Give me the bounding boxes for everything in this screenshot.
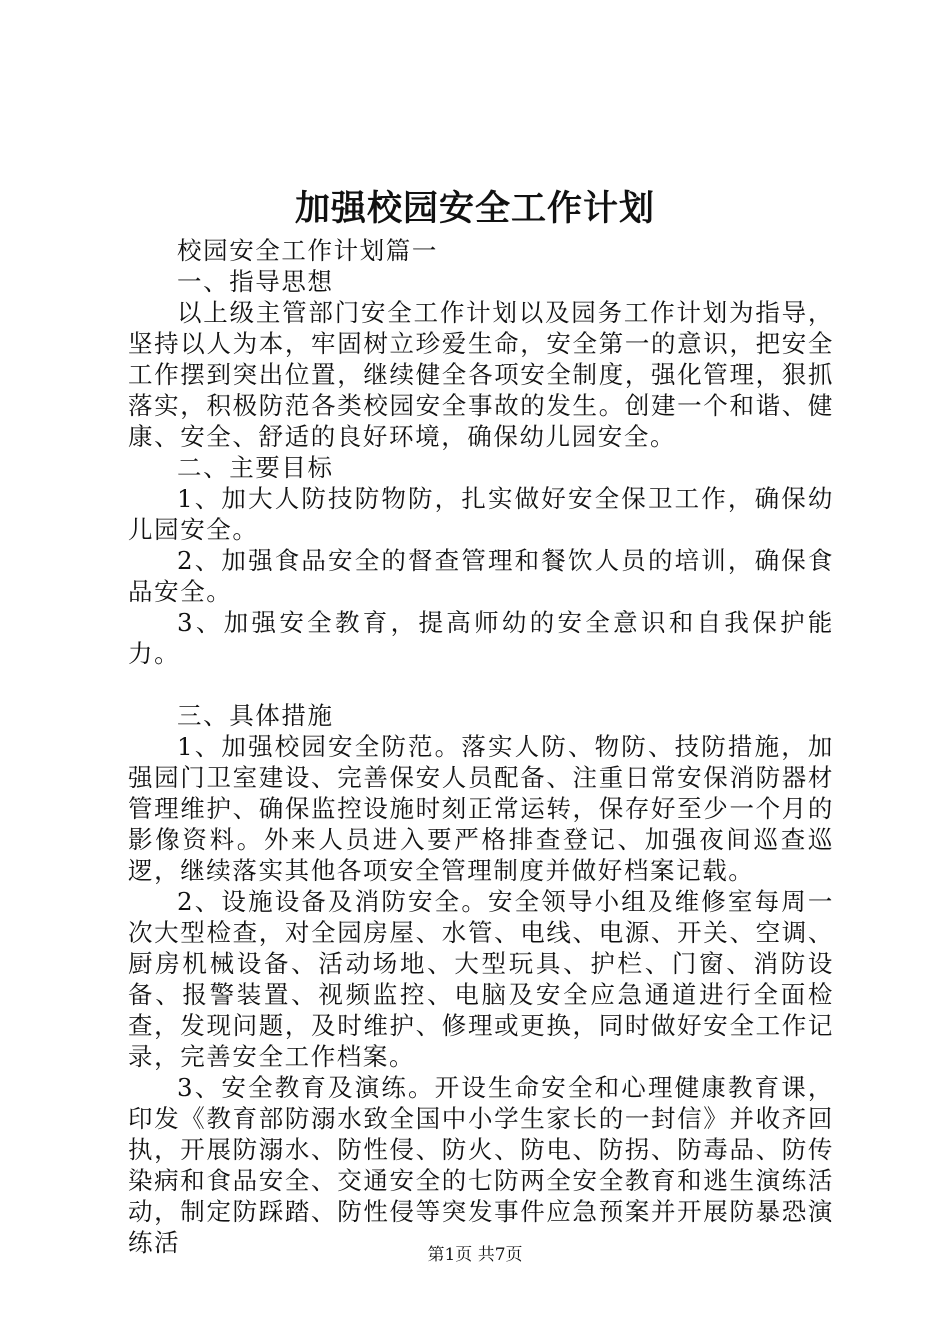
document-title: 加强校园安全工作计划	[294, 188, 655, 229]
document-body	[128, 235, 834, 1258]
section-heading-measures: 三、具体措施	[177, 701, 334, 730]
paragraph-measure-3: 3、安全教育及演练。开设生命安全和心理健康教育课，印发《教育部防溺水致全国中小学生家长的一封信》并收齐回执，开展防溺水、防性侵、防火、防电、防拐、防毒品、防传染病和食品安全、交通安全的七防两全安全教育和逃生演练活动，制定防踩踏、防性侵等突发事件应急预案并开展防暴恐演练活	[128, 1073, 834, 1257]
paragraph-measure-1: 1、加强校园安全防范。落实人防、物防、技防措施，加强园门卫室建设、完善保安人员配备、注重日常安保消防器材管理维护、确保监控设施时刻正常运转，保存好至少一个月的影像资料。外来人员进入要严格排查登记、加强夜间巡查巡逻，继续落实其他各项安全管理制度并做好档案记载。	[128, 732, 834, 885]
paragraph-measure-2: 2、设施设备及消防安全。安全领导小组及维修室每周一次大型检查，对全园房屋、水管、电线、电源、开关、空调、厨房机械设备、活动场地、大型玩具、护栏、门窗、消防设备、报警装置、视频监控、电脑及安全应急通道进行全面检查，发现问题，及时维护、修理或更换，同时做好安全工作记录，完善安全工作档案。	[128, 887, 834, 1071]
paragraph-guiding-ideology: 以上级主管部门安全工作计划以及园务工作计划为指导，坚持以人为本，牢固树立珍爱生命，安全第一的意识，把安全工作摆到突出位置，继续健全各项安全制度，强化管理，狠抓落实，积极防范各类校园安全事故的发生。创建一个和谐、健康、安全、舒适的良好环境，确保幼儿园安全。	[128, 298, 834, 451]
section-heading-main-goals: 二、主要目标	[177, 453, 334, 482]
page-number: 第1页 共7页	[427, 1245, 523, 1265]
section-heading-part-one: 校园安全工作计划篇一	[177, 236, 438, 265]
paragraph-goal-2: 2、加强食品安全的督查管理和餐饮人员的培训，确保食品安全。	[128, 546, 834, 606]
section-heading-guiding-ideology: 一、指导思想	[177, 267, 334, 296]
blank-line	[128, 669, 834, 700]
paragraph-goal-3: 3、加强安全教育，提高师幼的安全意识和自我保护能力。	[128, 608, 834, 668]
paragraph-goal-1: 1、加大人防技防物防，扎实做好安全保卫工作，确保幼儿园安全。	[128, 484, 834, 544]
